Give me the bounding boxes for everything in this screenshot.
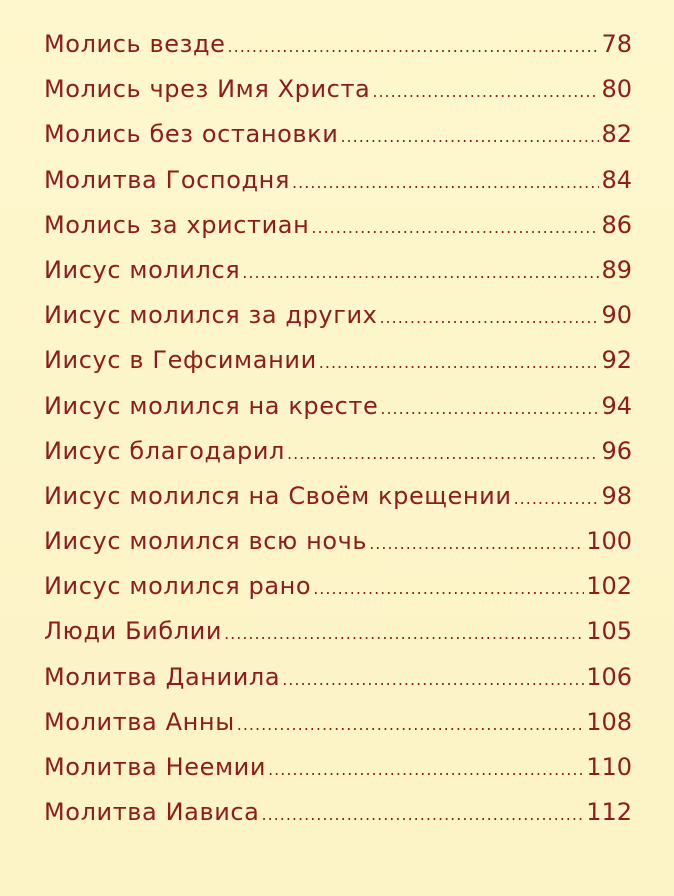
toc-entry-title: Иисус молился на кресте (44, 391, 379, 420)
toc-entry (44, 753, 632, 798)
toc-entry (44, 663, 632, 708)
dot-leader (514, 489, 600, 508)
toc-entry (44, 346, 632, 391)
toc-entry-title: Иисус благодарил (44, 436, 285, 465)
toc-entry-page: 92 (601, 346, 632, 375)
toc-entry-page: 78 (601, 30, 632, 58)
dot-leader (242, 263, 599, 282)
toc-entry-title: Молитва Анны (44, 707, 235, 736)
toc-entry-page: 98 (601, 481, 632, 510)
toc-entry-title: Молитва Господня (44, 165, 291, 194)
toc-entry-title: Молись везде (44, 30, 226, 58)
dot-leader (237, 715, 584, 734)
dot-leader (224, 624, 584, 643)
toc-entry-page: 96 (601, 436, 632, 465)
dot-leader (340, 127, 599, 146)
toc-entry (44, 166, 632, 211)
toc-entry-page: 84 (601, 165, 632, 194)
toc-entry-title: Иисус в Гефсимании (44, 346, 317, 375)
toc-entry-page: 80 (601, 75, 632, 104)
toc-entry-title: Молись за христиан (44, 210, 310, 239)
toc-entry (44, 527, 632, 572)
dot-leader (379, 308, 599, 327)
dot-leader (292, 173, 599, 192)
toc-entry (44, 798, 632, 843)
toc-entry (44, 437, 632, 482)
dot-leader (287, 444, 599, 463)
toc-entry-title: Иисус молился за других (44, 301, 378, 330)
toc-entry (44, 572, 632, 617)
toc-entry (44, 75, 632, 120)
toc-entry-title: Иисус молился на Своём крещении (44, 481, 512, 510)
toc-entry-page: 110 (586, 753, 632, 781)
toc-entry (44, 708, 632, 753)
dot-leader (372, 82, 599, 101)
dot-leader (369, 534, 584, 553)
dot-leader (262, 805, 585, 824)
dot-leader (282, 670, 584, 689)
toc-entry-title: Молись без остановки (44, 120, 339, 149)
toc-entry-page: 106 (586, 662, 632, 691)
toc-entry-page: 112 (586, 798, 632, 827)
toc-entry (44, 392, 632, 437)
toc-entry-title: Иисус молился (44, 255, 241, 284)
toc-entry-title: Молись чрез Имя Христа (44, 75, 371, 104)
toc-entry-page: 102 (586, 572, 632, 601)
toc-entry-title: Молитва Даниила (44, 662, 281, 691)
dot-leader (313, 579, 584, 598)
toc-entry-page: 86 (601, 210, 632, 239)
toc-entry-page: 105 (586, 617, 632, 646)
dot-leader (380, 399, 599, 418)
toc-entry (44, 482, 632, 527)
dot-leader (228, 37, 600, 56)
dot-leader (319, 353, 600, 372)
toc-entry-title: Иисус молился всю ночь (44, 527, 368, 556)
toc-entry (44, 120, 632, 165)
toc-entry-page: 108 (586, 707, 632, 736)
table-of-contents (44, 30, 632, 843)
toc-entry (44, 301, 632, 346)
toc-entry (44, 30, 632, 75)
toc-entry-page: 90 (601, 301, 632, 330)
toc-entry-title: Иисус молился рано (44, 572, 312, 601)
toc-entry-page: 94 (601, 391, 632, 420)
toc-entry-page: 89 (601, 255, 632, 284)
toc-entry (44, 256, 632, 301)
toc-entry-title: Молитва Неемии (44, 753, 267, 781)
dot-leader (268, 760, 584, 779)
toc-entry (44, 211, 632, 256)
toc-entry-page: 82 (601, 120, 632, 149)
toc-entry (44, 617, 632, 662)
dot-leader (311, 218, 599, 237)
toc-entry-page: 100 (586, 527, 632, 556)
toc-entry-title: Молитва Иависа (44, 798, 260, 827)
toc-entry-title: Люди Библии (44, 617, 223, 646)
